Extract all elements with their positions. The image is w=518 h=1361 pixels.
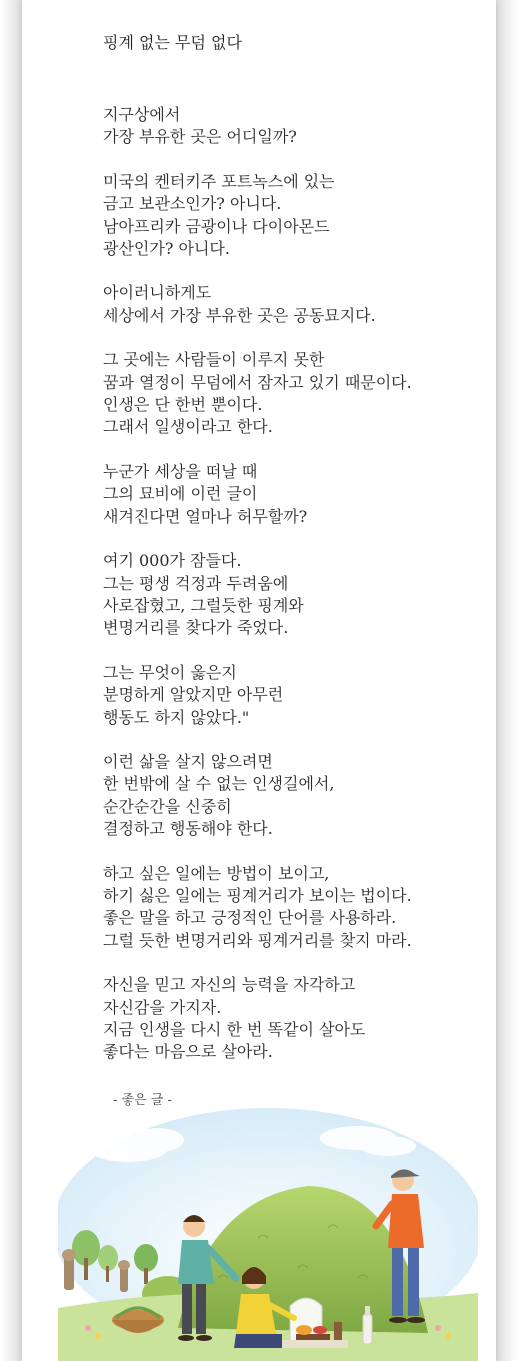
poem-line: 그래서 일생이라고 한다. bbox=[103, 417, 273, 437]
poem-line: 좋은 말을 하고 긍정적인 단어를 사용하라. bbox=[103, 908, 397, 928]
poem-line: 결정하고 행동해야 한다. bbox=[103, 819, 273, 839]
stanza bbox=[103, 282, 483, 327]
poem-line: 광산인가? 아니다. bbox=[103, 239, 230, 259]
poem-line: 여기 000가 잠들다. bbox=[103, 551, 242, 571]
stanza bbox=[103, 751, 483, 841]
poem-line: 새겨진다면 얼마나 허무할까? bbox=[103, 506, 308, 526]
poem-line: 순간순간을 신중히 bbox=[103, 796, 232, 816]
stanza bbox=[103, 974, 483, 1064]
poem-line: 이런 삶을 살지 않으려면 bbox=[103, 751, 273, 771]
stanza bbox=[103, 461, 483, 528]
poem-line: 좋다는 마음으로 살아라. bbox=[103, 1042, 273, 1062]
poem-line: 자신감을 가지자. bbox=[103, 997, 222, 1017]
stanza bbox=[103, 104, 483, 149]
poem-line: 인생은 단 한번 뿐이다. bbox=[103, 395, 263, 415]
right-page-shadow bbox=[496, 0, 518, 1361]
poem-line: 그의 묘비에 이런 글이 bbox=[103, 484, 258, 504]
poem-line: 금고 보관소인가? 아니다. bbox=[103, 194, 282, 214]
stanza bbox=[103, 550, 483, 640]
poem-line: 세상에서 가장 부유한 곳은 공동묘지다. bbox=[103, 305, 376, 325]
grave-visit-illustration bbox=[58, 1108, 478, 1361]
poem-line: 행동도 하지 않았다." bbox=[103, 707, 250, 727]
poem-line: 지금 인생을 다시 한 번 똑같이 살아도 bbox=[103, 1020, 366, 1039]
poem-line: 한 번밖에 살 수 없는 인생길에서, bbox=[103, 774, 335, 794]
poem-line: 꿈과 열정이 무덤에서 잠자고 있기 때문이다. bbox=[103, 372, 412, 392]
stanza bbox=[103, 171, 483, 261]
stanza bbox=[103, 662, 483, 729]
poem-line: 자신을 믿고 자신의 능력을 자각하고 bbox=[103, 975, 356, 995]
attribution: - 좋은 글 - bbox=[113, 1093, 172, 1108]
poem-line: 지구상에서 bbox=[103, 105, 181, 124]
poem-line: 그는 무엇이 옳은지 bbox=[103, 662, 237, 682]
poem-line: 아이러니하게도 bbox=[103, 283, 212, 303]
poem-title: 핑계 없는 무덤 없다 bbox=[103, 33, 242, 52]
poem-line: 하고 싶은 일에는 방법이 보이고, bbox=[103, 863, 330, 883]
poem-line: 남아프리카 금광이나 다이아몬드 bbox=[103, 216, 330, 236]
poem-line: 가장 부유한 곳은 어디일까? bbox=[103, 127, 297, 147]
poem-content bbox=[103, 32, 483, 1086]
poem-line: 미국의 켄터키주 포트녹스에 있는 bbox=[103, 171, 335, 191]
left-page-shadow bbox=[0, 0, 22, 1361]
poem-line: 하기 싫은 일에는 핑계거리가 보이는 법이다. bbox=[103, 885, 412, 905]
poem-line: 그럴 듯한 변명거리와 핑계거리를 찾지 마라. bbox=[103, 930, 412, 950]
poem-line: 사로잡혔고, 그럴듯한 핑계와 bbox=[103, 595, 304, 615]
stanza bbox=[103, 349, 483, 439]
poem-line: 변명거리를 찾다가 죽었다. bbox=[103, 618, 289, 638]
poem-line: 그는 평생 걱정과 두려움에 bbox=[103, 573, 289, 593]
poem-body bbox=[103, 104, 483, 1064]
poem-line: 그 곳에는 사람들이 이루지 못한 bbox=[103, 350, 325, 370]
stanza bbox=[103, 863, 483, 953]
poem-line: 누군가 세상을 떠날 때 bbox=[103, 461, 258, 481]
poem-line: 분명하게 알았지만 아무런 bbox=[103, 685, 284, 705]
